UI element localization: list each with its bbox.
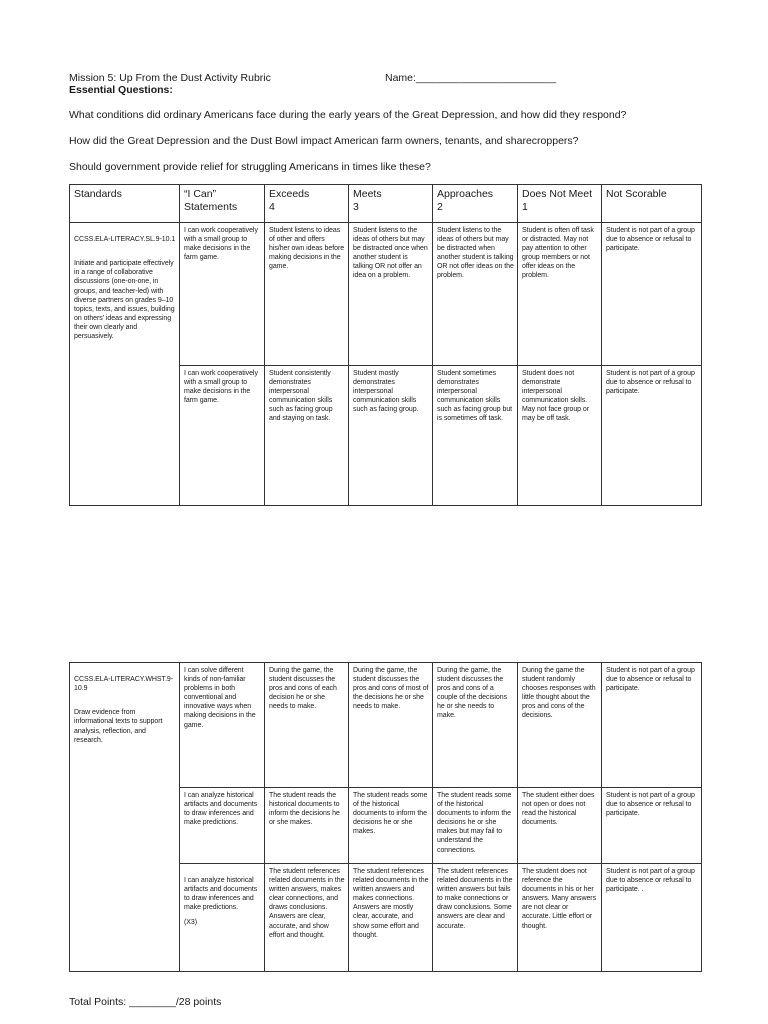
exceeds-cell: Student listens to ideas of other and offers his/her own ideas before making decisions in the game. [265, 223, 349, 366]
question-1: What conditions did ordinary Americans face during the early years of the Great Depression, and how did they respond? [69, 109, 627, 121]
standard-code: CCSS.ELA-LITERACY.SL.9-10.1 [74, 236, 176, 244]
ican-text: I can analyze historical artifacts and documents to draw inferences and make predictions. [184, 877, 258, 912]
ican-cell: I can work cooperatively with a small group to make decisions in the farm game. [180, 366, 265, 506]
col-header-approaches: Approaches 2 [433, 185, 518, 223]
question-3: Should government provide relief for struggling Americans in times like these? [69, 161, 431, 173]
meets-cell: During the game, the student discusses the pros and cons of most of the decisions he or she needs to make. [349, 663, 433, 788]
essential-questions-label: Essential Questions: [69, 84, 173, 96]
table-row [70, 223, 702, 366]
not-scorable-cell: Student is not part of a group due to absence or refusal to participate. [602, 223, 702, 366]
header-row [70, 185, 702, 223]
does-not-meet-cell: The student either does not open or does not read the historical documents. [518, 788, 602, 864]
rubric-table-2 [69, 662, 702, 972]
not-scorable-cell: Student is not part of a group due to absence or refusal to participate. . [602, 864, 702, 972]
table-row [70, 663, 702, 788]
meets-cell: Student mostly demonstrates interpersonal communication skills such as facing group. [349, 366, 433, 506]
name-field[interactable]: Name:________________________ [385, 72, 557, 84]
exceeds-cell: The student reads the historical documents to inform the decisions he or she makes. [265, 788, 349, 864]
ican-cell: I can analyze historical artifacts and documents to draw inferences and make predictions. [180, 788, 265, 864]
exceeds-cell: Student consistently demonstrates interpersonal communication skills such as facing group and staying on task. [265, 366, 349, 506]
meets-cell: Student listens to the ideas of others but may be distracted once when another student is talking OR not offer an idea on a problem. [349, 223, 433, 366]
col-header-ican: “I Can” Statements [180, 185, 265, 223]
exceeds-cell: During the game, the student discusses the pros and cons of each decision he or she needs to make. [265, 663, 349, 788]
rubric-table-1 [69, 184, 702, 506]
col-header-exceeds: Exceeds 4 [265, 185, 349, 223]
approaches-cell: During the game, the student discusses the pros and cons of a couple of the decisions he or she needs to make. [433, 663, 518, 788]
meets-cell: The student references related documents in the written answers and makes connections. Answers are mostly clear, accurate, and show some effort and thought. [349, 864, 433, 972]
exceeds-cell: The student references related documents in the written answers, makes clear connections, and draws conclusions. Answers are clear, accurate, and show effort and thought. [265, 864, 349, 972]
col-header-does-not-meet: Does Not Meet 1 [518, 185, 602, 223]
ican-cell: I can solve different kinds of non-familiar problems in both conventional and innovative ways when making decisions in the game. [180, 663, 265, 788]
does-not-meet-cell: During the game the student randomly chooses responses with little thought about the pros and cons of the decisions. [518, 663, 602, 788]
does-not-meet-cell: Student does not demonstrate interpersonal communication skills. May not face group or may be off task. [518, 366, 602, 506]
standard-cell [70, 223, 180, 506]
approaches-cell: The student references related documents in the written answers but fails to make connections or draw conclusions. Some answers are clear and accurate. [433, 864, 518, 972]
col-header-meets: Meets 3 [349, 185, 433, 223]
standard-description: Draw evidence from informational texts to support analysis, reflection, and research. [74, 709, 163, 744]
standard-code: CCSS.ELA-LITERACY.WHST.9-10.9 [74, 676, 173, 693]
col-header-not-scorable: Not Scorable [602, 185, 702, 223]
total-points-field[interactable]: Total Points: ________/28 points [69, 996, 222, 1008]
not-scorable-cell: Student is not part of a group due to absence or refusal to participate. [602, 366, 702, 506]
does-not-meet-cell: The student does not reference the documents in his or her answers. Many answers are not clear or accurate. Little effort or thought. [518, 864, 602, 972]
document-title: Mission 5: Up From the Dust Activity Rubric [69, 72, 271, 84]
does-not-meet-cell: Student is often off task or distracted. May not pay attention to other group members or not offer ideas on the problem. [518, 223, 602, 366]
approaches-cell: Student sometimes demonstrates interpersonal communication skills such as facing group but is sometimes off task. [433, 366, 518, 506]
not-scorable-cell: Student is not part of a group due to absence or refusal to participate. [602, 788, 702, 864]
standard-description: Initiate and participate effectively in a range of collaborative discussions (one-on-one, in groups, and teacher-led) with diverse partners on grades 9–10 topics, texts, and issues, building on others' ideas and expressing their own clearly and persuasively. [74, 260, 175, 341]
not-scorable-cell: Student is not part of a group due to absence or refusal to participate. [602, 663, 702, 788]
ican-cell [180, 864, 265, 972]
approaches-cell: Student listens to the ideas of others but may be distracted when another student is talking OR not offer ideas on the problem. [433, 223, 518, 366]
standard-cell [70, 663, 180, 972]
multiplier-note: (X3) [184, 919, 198, 927]
ican-cell: I can work cooperatively with a small group to make decisions in the farm game. [180, 223, 265, 366]
col-header-standards: Standards [70, 185, 180, 223]
approaches-cell: The student reads some of the historical documents to inform the decisions he or she makes but may fail to understand the connections. [433, 788, 518, 864]
meets-cell: The student reads some of the historical documents to inform the decisions he or she makes. [349, 788, 433, 864]
question-2: How did the Great Depression and the Dust Bowl impact American farm owners, tenants, and sharecroppers? [69, 135, 579, 147]
